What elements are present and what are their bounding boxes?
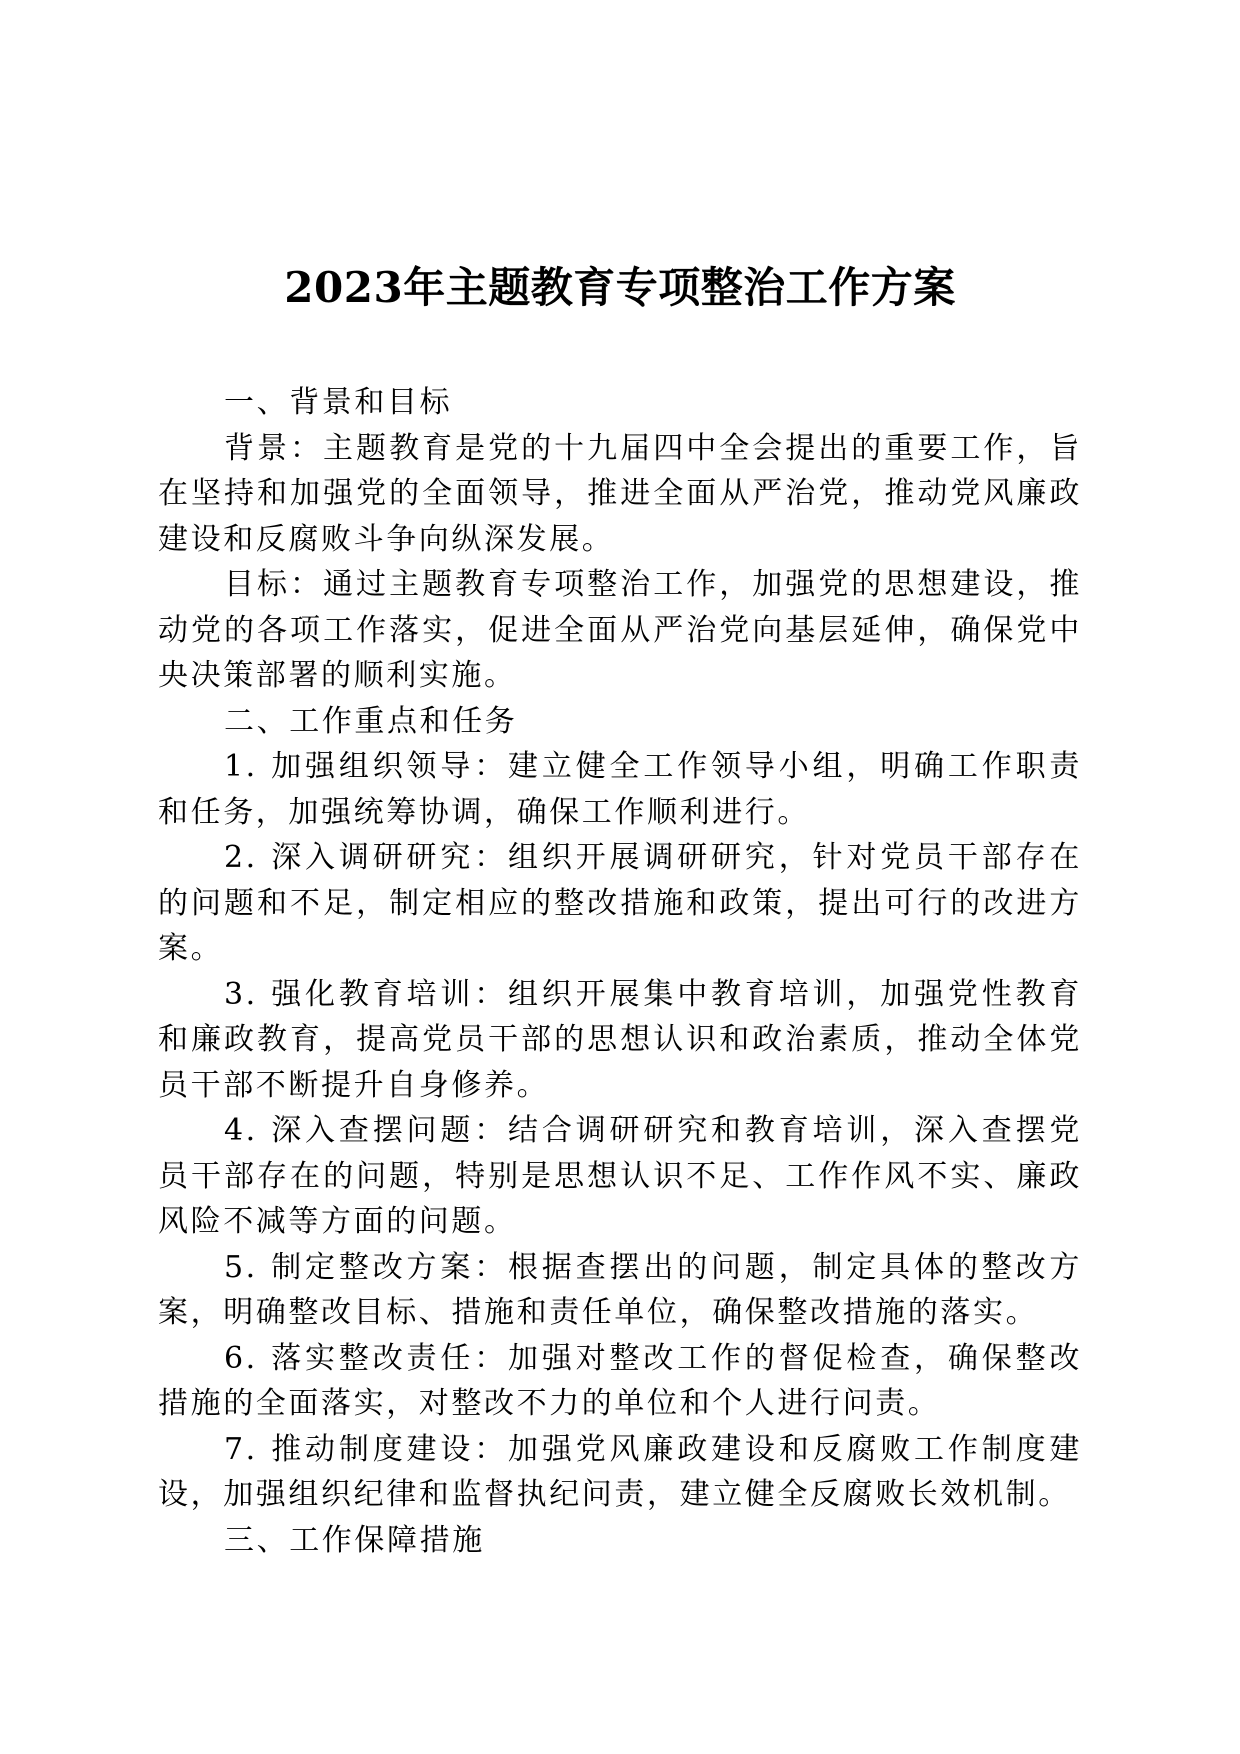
section-heading-safeguards: 三、工作保障措施 (224, 1522, 485, 1558)
task-item-4: 4. 深入查摆问题：结合调研研究和教育培训，深入查摆党员干部存在的问题，特别是思想认识不足、工作作风不实、廉政风险不减等方面的问题。 (158, 1113, 1082, 1239)
task-item-3: 3. 强化教育培训：组织开展集中教育培训，加强党性教育和廉政教育，提高党员干部的思想认识和政治素质，推动全体党员干部不断提升自身修养。 (158, 976, 1082, 1103)
document-body (158, 380, 1082, 1563)
task-item-7: 7. 推动制度建设：加强党风廉政建设和反腐败工作制度建设，加强组织纪律和监督执纪问责，建立健全反腐败长效机制。 (158, 1431, 1082, 1512)
task-item-1: 1. 加强组织领导：建立健全工作领导小组，明确工作职责和任务，加强统筹协调，确保工作顺利进行。 (158, 749, 1082, 830)
task-item-5: 5. 制定整改方案：根据查摆出的问题，制定具体的整改方案，明确整改目标、措施和责任单位，确保整改措施的落实。 (158, 1249, 1082, 1330)
task-item-6: 6. 落实整改责任：加强对整改工作的督促检查，确保整改措施的全面落实，对整改不力的单位和个人进行问责。 (158, 1340, 1082, 1421)
paragraph-background: 背景：主题教育是党的十九届四中全会提出的重要工作，旨在坚持和加强党的全面领导，推进全面从严治党，推动党风廉政建设和反腐败斗争向纵深发展。 (158, 430, 1082, 557)
paragraph-goal: 目标：通过主题教育专项整治工作，加强党的思想建设，推动党的各项工作落实，促进全面从严治党向基层延伸，确保党中央决策部署的顺利实施。 (158, 567, 1082, 693)
section-heading-tasks: 二、工作重点和任务 (224, 703, 518, 739)
task-item-2: 2. 深入调研研究：组织开展调研研究，针对党员干部存在的问题和不足，制定相应的整改措施和政策，提出可行的改进方案。 (158, 840, 1082, 966)
section-heading-background: 一、背景和目标 (224, 385, 453, 420)
document-title: 2023年主题教育专项整治工作方案 (284, 263, 956, 312)
